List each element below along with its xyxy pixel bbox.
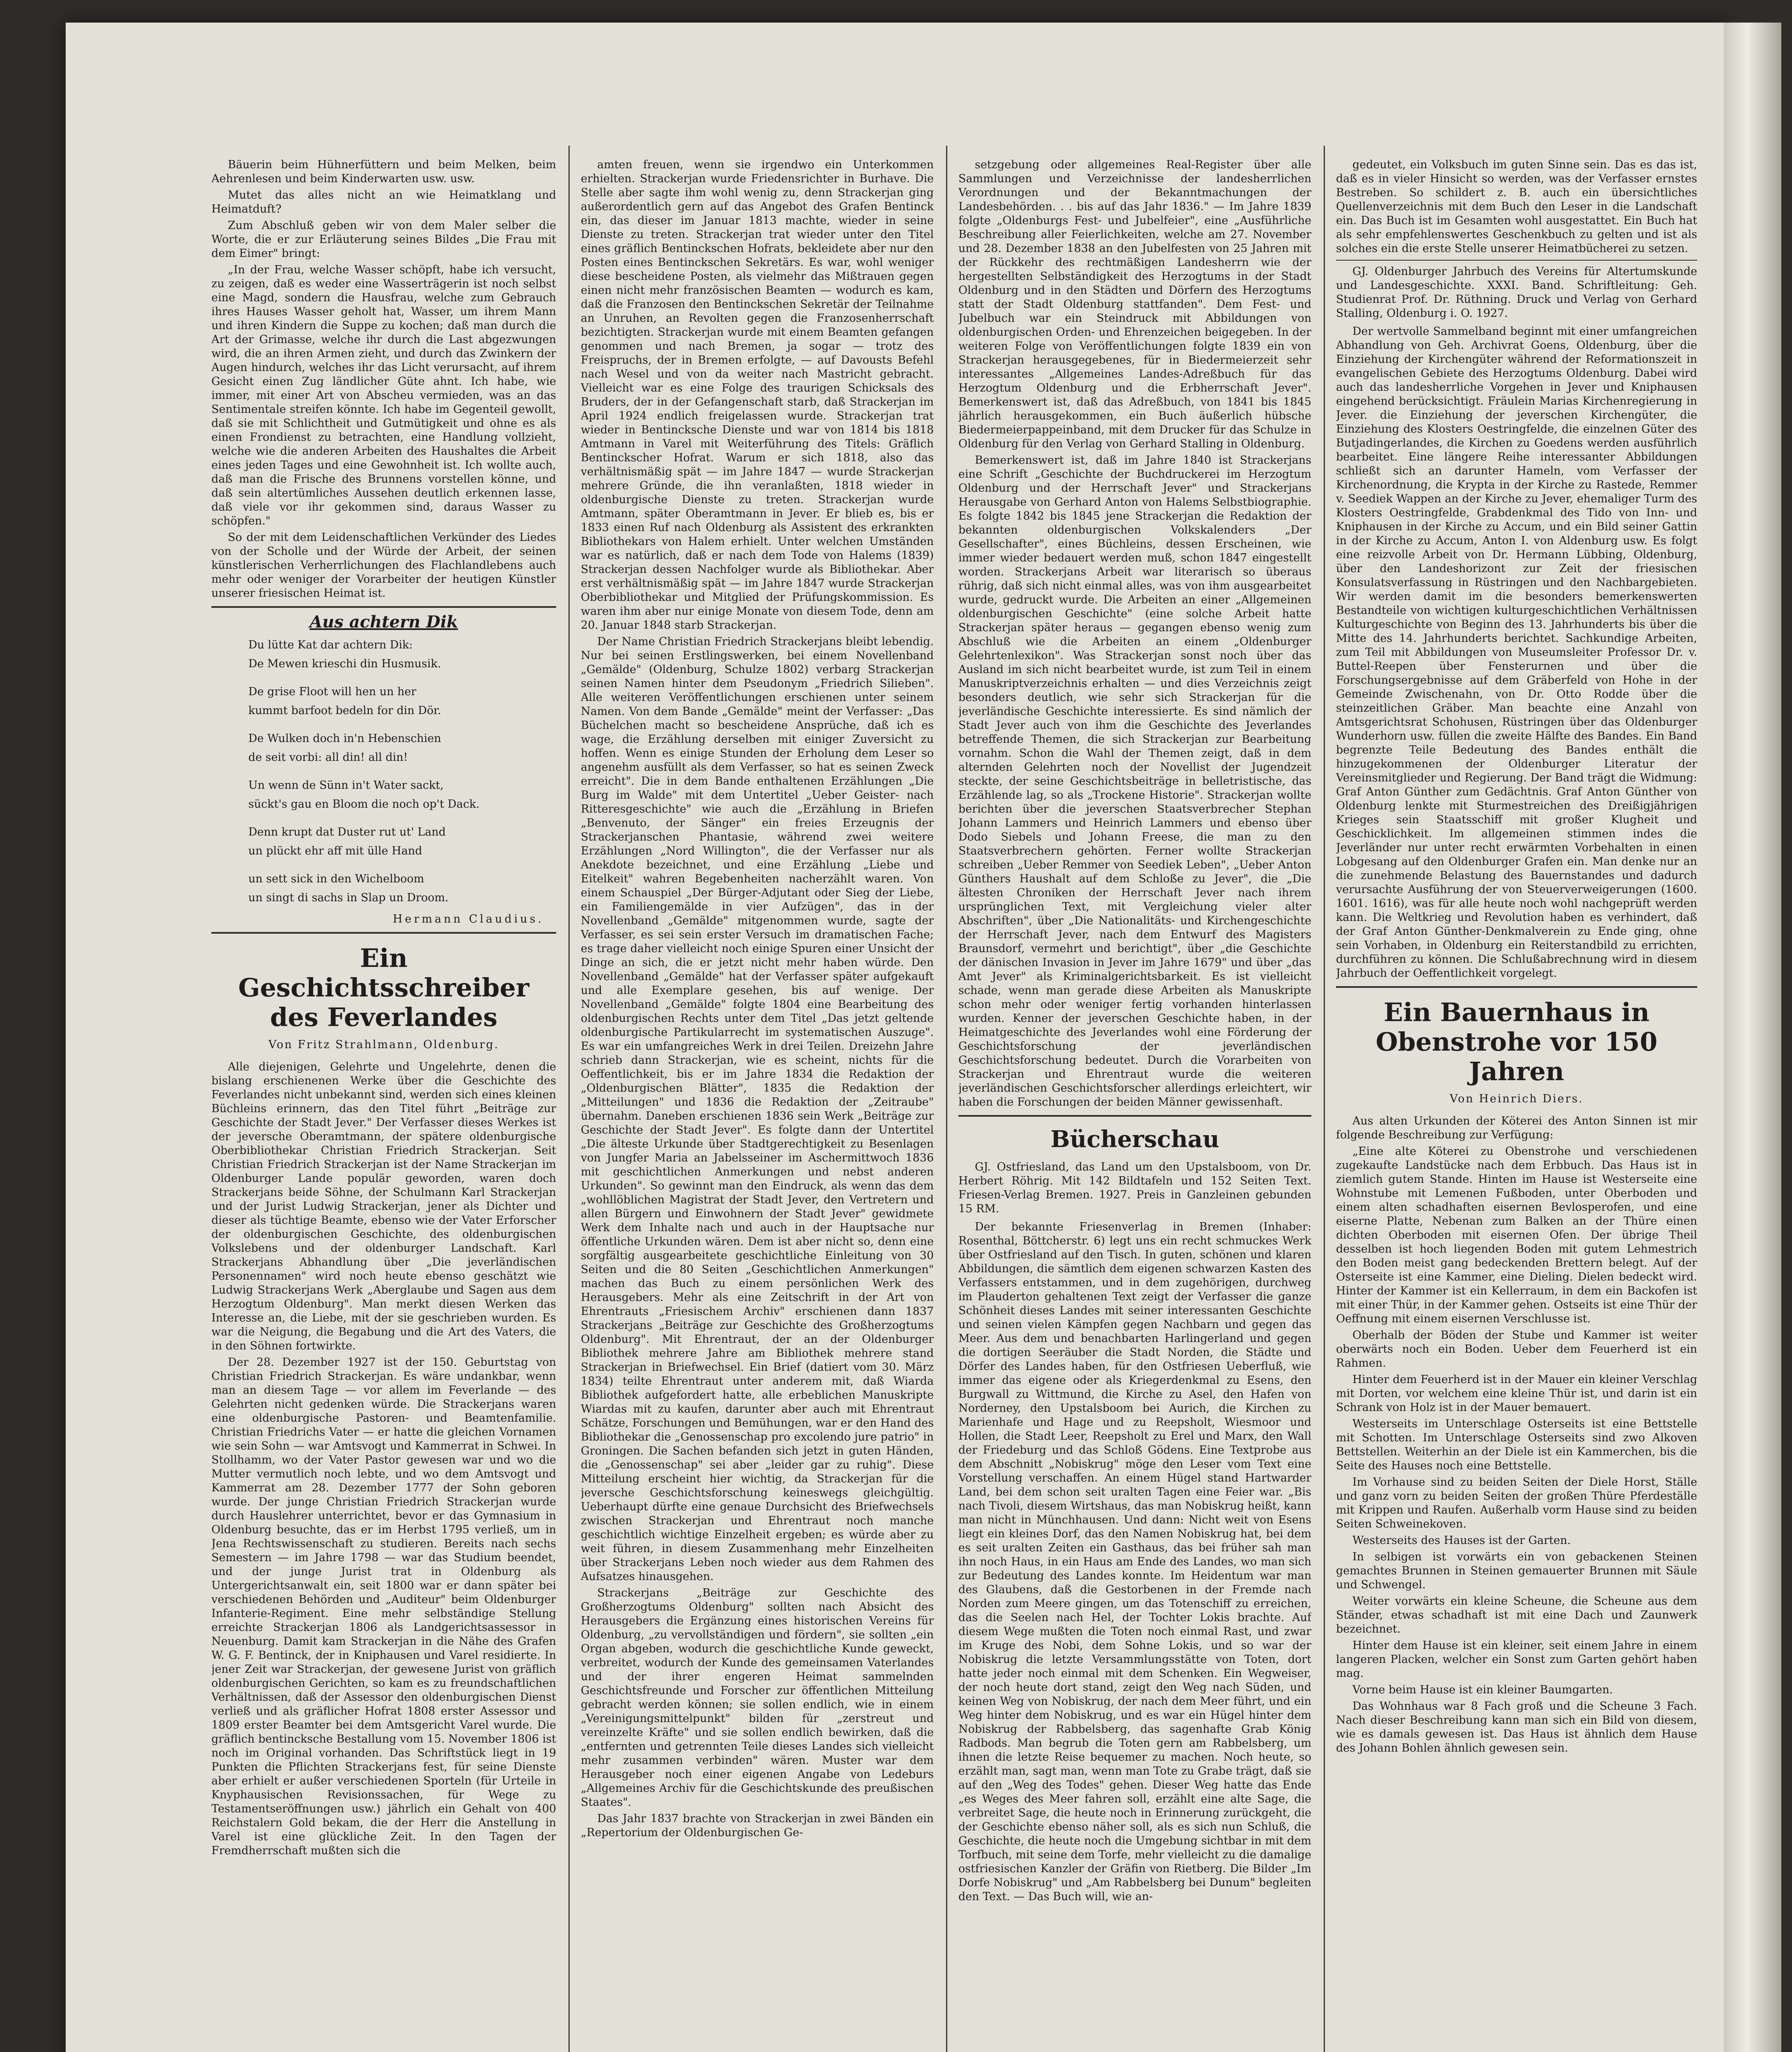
poem-line: un plückt ehr aff mit ülle Hand [248,845,422,857]
article-byline: Von Fritz Strahlmann, Oldenburg. [268,1038,500,1051]
paragraph: Westerseits im Unterschlage Osterseits ist eine Bettstelle mit Schotten. Im Unterschlage Osterseits sind zwo Alkoven Bettstellen. Weiterhin an der Diele ist ein Kammerchen, bis die Seite des Hauses noch eine Bettstelle. [1336,1418,1697,1472]
section-heading: Bücherschau [1050,1126,1219,1153]
paragraph: Im Vorhause sind zu beiden Seiten der Diele Horst, Ställe und ganz vorn zu beiden Seiten der großen Thüre Pferdeställe mit Krippen und Raufen. Außerhalb vorm Hause sind zu beiden Seiten Schweinekoven. [1336,1476,1697,1530]
book-entry: GJ. Oldenburger Jahrbuch des Vereins für Altertumskunde und Landesgeschichte. XXXI. Band. Schriftleitung: Geh. Studienrat Prof. Dr. Rüthning. Druck und Verlag von Gerhard Stalling, Oldenburg i. O. 1927. [1336,265,1697,320]
paragraph: „In der Frau, welche Wasser schöpft, habe ich versucht, zu zeigen, daß es weder eine Wasserträgerin ist noch selbst eine Magd, sondern die Hausfrau, welche zum Gebrauch ihres Hauses Wasser geholt hat, Wasser, um ihrem Mann und ihren Kindern die Suppe zu kochen; daß man durch die Art der Grimasse, welche ihr durch die Last abgezwungen wird, die an ihren Armen zieht, und durch das Zwinkern der Augen hindurch, welches ihr das Licht verursacht, auf ihrem Gesicht einen Zug ländlicher Güte ahnt. Ich habe, wie immer, mit einer Art von Abscheu vermieden, was an das Sentimentale streifen könnte. Ich habe im Gegenteil gewollt, daß sie mit Schlichtheit und Gutmütigkeit und ohne es als einen Frondienst zu betrachten, eine Handlung vollzieht, welche wie die anderen Arbeiten des Haushaltes die Arbeit eines jeden Tages und eine Gewohnheit ist. Ich wollte auch, daß man die Frische des Brunnens vorstellen könne, und daß sein altertümliches Aussehen deutlich erkennen lasse, daß viele vor ihr gekommen sind, daraus Wasser zu schöpfen." [211,263,556,527]
divider [1336,260,1697,261]
paragraph: Oberhalb der Böden der Stube und Kammer ist weiter oberwärts noch ein Boden. Ueber dem Feuerherd ist ein Rahmen. [1336,1329,1697,1370]
article-headline: Ein Bauernhaus in Obenstrohe vor 150 Jahren [1375,997,1658,1086]
poem-line: Denn krupt dat Duster rut ut' Land [248,826,446,838]
paragraph: In selbigen ist vorwärts ein von gebackenen Steinen gemachtes Brunnen in Steinen gemauerter Brunnen mit Säule und Schwengel. [1336,1550,1697,1591]
paragraph: setzgebung oder allgemeines Real-Register über alle Sammlungen und Verzeichnisse der landesherrlichen Verordnungen und der Bekanntmachungen der Landesbehörden. . . bis auf das Jahr 1836." — Im Jahre 1839 folgte „Oldenburgs Fest- und Jubelfeier", eine „Ausführliche Beschreibung aller Feierlichkeiten, welche am 27. November und 28. Dezember 1838 an den Jubelfesten von 25 Jahren mit der Rückkehr des rechtmäßigen Landesherrn wie der hergestellten Selbständigkeit des Herzogtums in der Stadt Oldenburg und in den Städten und Dörfern des Herzogtums statt der Stadt Oldenburg stattfanden". Dem Fest- und Jubelbuch war ein Steindruck mit Abbildungen von oldenburgischen Orden- und Ehrenzeichen beigegeben. In der weiteren Folge von Veröffentlichungen folgte 1839 ein von Strackerjan herausgegebenes, für in Biedermeierzeit sehr interessantes „Allgemeines Landes-Adreßbuch für das Herzogtum Oldenburg und die Erbherrschaft Jever". Bemerkenswert ist, daß das Adreßbuch, von 1841 bis 1845 jährlich herausgekommen, ein Buch äußerlich hübsche Biedermeierpappeinband, mit dem Drucker für das Schulze in Oldenburg für den Verlag von Gerhard Stalling in Oldenburg. [958,158,1311,450]
poem-line: Un wenn de Sünn in't Water sackt, [248,779,444,792]
divider [211,606,556,608]
paragraph: „Eine alte Köterei zu Obenstrohe und verschiedenen zugekaufte Landstücke nach dem Erbbuch. Das Haus ist in ziemlich gutem Stande. Hinten im Hause ist Westerseite eine Wohnstube mit Lemenen Fußboden, unter Oberboden und einem alten schadhaften eisernen Bevlosperofen, und eine eiserne Platte, Nebenan zum Balken an der Thüre einen dichten Oberboden mit eisernen Ofen. Der übrige Theil desselben ist hoch liegenden Boden mit gutem Lehmestrich den Boden meist gang bedeckenden Brettern belegt. Auf der Osterseite ist eine Kammer, eine Dieling. Dielen bedeckt wird. Hinter der Kammer ist ein Kellerraum, in dem ein Backofen ist mit einer Thür, in der Kammer gehen. Ostseits ist eine Thür der Oeffnung mit einem eisernen Verschlusse ist. [1336,1145,1697,1325]
poem-title: Aus achtern Dik [309,612,458,632]
column-rule [946,146,947,2052]
paragraph: Mutet das alles nicht an wie Heimatklang und Heimatduft? [211,189,556,215]
paragraph: amten freuen, wenn sie irgendwo ein Unterkommen erhielten. Strackerjan wurde Friedensrichter in Burhave. Die Stelle aber sagte ihm wohl wenig zu, denn Strackerjan ging außerordentlich gern auf das Angebot des Grafen Bentinck ein, das dieser im Januar 1813 machte, wieder in seine Dienste zu treten. Strackerjan trat wieder unter den Titel eines gräflich Bentinckschen Hofrats, bekleidete aber nur den Posten eines Bentinckschen Sekretärs. Es war, wohl weniger diese bescheidene Posten, als vielmehr das Mißtrauen gegen einen nicht mehr französischen Beamten — wodurch es kam, daß die Franzosen den Bentinckschen Sekretär der Teilnahme an Unruhen, an Revolten gegen die Franzosenherrschaft bezichtigten. Strackerjan wurde mit einem Beamten gefangen genommen und nach Bremen, ja sogar — trotz des Freispruchs, der in Bremen erfolgte, — auf Davousts Befehl nach Wesel und von da weiter nach Mastricht gebracht. Vielleicht war es eine Folge des traurigen Schicksals des Bruders, der in der Gefangenschaft starb, daß Strackerjan im April 1924 endlich freigelassen wurde. Strackerjan trat wieder in Bentincksche Dienste und war von 1814 bis 1818 Amtmann in Varel mit Weiterführung des Titels: Gräflich Bentinckscher Hofrat. Warum er sich 1818, also das verhältnismäßig spät — im Jahre 1847 — wurde Strackerjan mehrere Gründe, die ihn veranlaßten, 1818 wieder in oldenburgische Dienste zu treten. Strackerjan wurde Amtmann, später Oberamtmann in Jever. Er blieb es, bis er 1833 einen Ruf nach Oldenburg als Assistent des erkrankten Bibliothekars von Halem erhielt. Unter welchen Umständen war es natürlich, daß er nach dem Tode von Halems (1839) Strackerjan dessen Nachfolger wurde als Bibliothekar. Aber erst verhältnismäßig spät — im Jahre 1847 wurde Strackerjan Oberbibliothekar und Mitglied der Prüfungskommission. Es waren ihm aber nur einige Monate von diesem Tode, denn am 20. Januar 1848 starb Strackerjan. [581,158,934,632]
poem-author: Hermann Claudius. [392,913,544,925]
column-3 [958,158,1311,2052]
poem-line: De Mewen krieschi din Husmusik. [248,657,441,670]
paragraph: Strackerjans „Beiträge zur Geschichte des Großherzogtums Oldenburg" sollten nach Absicht des Herausgebers die Ergänzung eines historischen Vereins für Oldenburg, „zu vervollständigen und fördern", sie sollten „ein Organ abgeben, wodurch die geschichtliche Kunde geweckt, verbreitet, wodurch der Kunde des gemeinsamen Vaterlandes und der ihrer engeren Heimat sammelnden Geschichtsfreunde und Forscher zur öffentlichen Mitteilung gebracht werden können; sie sollen endlich, wie in einem „Vereinigungsmittelpunkt" bilden für „zerstreut und vereinzelte Kräfte" und sie sollen endlich bewirken, daß die „entfernten und getrennten Teile dieses Landes sich vielleicht mehr zusammen verbinden" wären. Muster war dem Herausgeber noch einer eigenen Angabe von Ledeburs „Allgemeines Archiv für die Geschichtskunde des preußischen Staates". [581,1587,934,1809]
divider [1336,986,1697,988]
divider [958,1115,1311,1117]
poem [248,638,556,905]
poem-line: Du lütte Kat dar achtern Dik: [248,639,413,651]
poem-line: De grise Floot will hen un her [248,685,417,698]
book-entry: GJ. Ostfriesland, das Land um den Upstalsboom, von Dr. Herbert Röhrig. Mit 142 Bildtafeln und 152 Seiten Text. Friesen-Verlag Bremen. 1927. Preis in Ganzleinen gebunden 15 RM. [958,1161,1311,1215]
article-headline: Ein Geschichtsschreiber des Feverlandes [238,943,529,1032]
paragraph: Hinter dem Feuerherd ist in der Mauer ein kleiner Verschlag mit Dorten, vor welchem eine kleine Thür ist, und darin ist ein Schrank von Holz ist in der Mauer bemauert. [1336,1373,1697,1414]
paragraph: Das Jahr 1837 brachte von Strackerjan in zwei Bänden ein „Repertorium der Oldenburgischen Ge- [581,1812,934,1839]
newspaper-page [66,23,1724,2052]
poem-line: un sett sick in den Wichelboom [248,873,424,885]
article-byline: Von Heinrich Diers. [1449,1092,1584,1105]
paragraph: Vorne beim Hause ist ein kleiner Baumgarten. [1352,1683,1613,1696]
poem-line: sückt's gau en Bloom die noch op't Dack. [248,798,480,811]
page-edge [1724,23,1781,2052]
column-rule [1324,146,1325,2052]
column-1 [211,158,556,2052]
column-rule [568,146,570,2052]
poem-line: de seit vorbi: all din! all din! [248,751,408,764]
paragraph: Bäuerin beim Hühnerfüttern und beim Melken, beim Aehrenlesen und beim Kinderwarten usw. usw. [211,158,556,185]
paragraph: Westerseits des Hauses ist der Garten. [1352,1534,1571,1547]
paragraph: Das Wohnhaus war 8 Fach groß und die Scheune 3 Fach. Nach dieser Beschreibung kann man sich ein Bild von diesem, wie es damals gewesen ist. Das Haus ist ähnlich dem Hause des Johann Bohlen ähnlich gewesen sein. [1336,1700,1697,1754]
paragraph: So der mit dem Leidenschaftlichen Verkünder des Liedes von der Scholle und der Würde der Arbeit, der seinen künstlerischen Verherrlichungen des Flachlandlebens auch mehr oder weniger der Vorarbeiter der heutigen Künstler unserer friesischen Heimat ist. [211,531,556,600]
divider [211,932,556,934]
poem-line: un singt di sachs in Slap un Droom. [248,891,449,904]
paragraph: Der Name Christian Friedrich Strackerjans bleibt lebendig. Nur bei seinen Erstlingswerken, bei einem Novellenband „Gemälde" (Oldenburg, Schulze 1802) verbarg Strackerjan seinen Namen hinter dem Pseudonym „Friedrich Silieben". Alle weiteren Veröffentlichungen erschienen unter seinem Namen. Von dem Bande „Gemälde" meint der Verfasser: „Das Büchelchen macht so bescheidene Ansprüche, daß ich es wage, die Erzählung derselben mit einiger Zuversicht zu hoffen. Wenn es einige Stunden der Erholung dem Leser so angenehm ausfüllt als dem Verfasser, so hat es seinen Zweck erreicht". Die in dem Bande enthaltenen Erzählungen „Die Burg im Walde" mit dem Untertitel „Ueber Geister- nach Ritteresgeschichte" wie auch die „Erzählung in Briefen „Benvenuto, der Sänger" ein freies Erzeugnis der Strackerjanschen Phantasie, während zwei weitere Erzählungen „Nord Willington", die der Verfasser nur als Anekdote bezeichnet, und eine Erzählung „Liebe und Eitelkeit" wahren Begebenheiten nacherzählt waren. Von einem Schauspiel „Der Bürger-Adjutant oder Sieg der Liebe, ein Familiengemälde in vier Aufzügen", das in der Novellenband „Gemälde" mitgenommen wurde, sagte der Verfasser, es sei sein erster Versuch im dramatischen Fache; es trage daher vielleicht noch einige Spuren einer Unsicht der Dinge an sich, die er jetzt nicht mehr haben würde. Den Novellenband „Gemälde" hat der Verfasser später aufgekauft und alle Exemplare gesehen, bis auf wenige. Der Novellenband „Gemälde" folgte 1804 eine Bearbeitung des oldenburgischen Rechts unter dem Titel „Das jetzt geltende oldenburgische Partikularrecht im systematischen Auszuge". Es war ein umfangreiches Werk in drei Teilen. Dreizehn Jahre schrieb dann Strackerjan, wie es scheint, nichts für die Oeffentlichkeit, bis er im Jahre 1834 die Redaktion der „Oldenburgischen Blätter", 1835 die Redaktion der „Mitteilungen" und 1836 die Redaktion der „Zeitraube" übernahm. Daneben erschienen 1836 sein Werk „Beiträge zur Geschichte der Stadt Jever". Es folgte dann der Untertitel „Die älteste Urkunde über Stadtgerechtigkeit zu Besenlagen von Jungfer Maria an Jabelsseiner im Aschermittwoch 1836 mit geschichtlichen Anmerkungen und nebst anderen Urkunden". So gewinnt man den Eindruck, als wenn das dem „wohllöblichen Magistrat der Stadt Jever, den Vertretern und allen Bürgern und Einwohnern der Stadt Jever" gewidmete Werk dem Inhalte nach und auch in der Hauptsache nur öffentliche Urkunden wären. Dem ist aber nicht so, denn eine sorgfältig ausgearbeitete geschichtliche Einleitung von 30 Seiten und die 80 Seiten „Geschichtlichen Anmerkungen" machen das Buch zu einem persönlichen Werk des Herausgebers. Mehr als eine Zeitschrift in der Art von Ehrentrauts „Friesischem Archiv" erschienen dann 1837 Strackerjans „Beiträge zur Geschichte des Großherzogtums Oldenburg". Mit Ehrentraut, der an der Oldenburger Bibliothek mehrere Jahre am Bibliothek mehrere stand Strackerjan in Briefwechsel. Ein Brief (datiert vom 30. März 1834) teilte Ehrentraut unter anderem mit, daß Wiarda Bibliothek aufgefordert hatte, alle erbeblichen Manuskripte Wiardas mit zu kaufen, darunter aber auch mit Ehrentraut Schätze, Forschungen und Bemühungen, war er den Hand des Bibliothekar die „Genossenschap pro excolendo jure patrio" in Groningen. Die Sachen befanden sich jetzt in guten Händen, die „Genossenschap" sei aber „leider gar zu ruhig". Diese Mitteilung erscheint hier wichtig, da Strackerjan für die jeversche Geschichtsforschung keineswegs gleichgültig. Ueberhaupt dürfte eine genaue Durchsicht des Briefwechsels zwischen Strackerjan und Ehrentraut noch manche geschichtlich wichtige Einzelheit ergeben; es würde aber zu weit führen, in diesem Zusammenhang mehr Einzelheiten über Strackerjans Leben noch wieder aus dem Rahmen des Aufsatzes hinausgehen. [581,635,934,1583]
paragraph: gedeutet, ein Volksbuch im guten Sinne sein. Das es das ist, daß es in vieler Hinsicht so werden, was der Verfasser ernstes Bestreben. So schildert z. B. auch ein übersichtliches Quellenverzeichnis mit dem Buch den Leser in die Landschaft ein. Das Buch ist im Gesamten wohl ausgestattet. Ein Buch hat als sehr empfehlenswertes Geschenkbuch zu gelten und ist als solches ein die erste Stelle unserer Heimatbücherei zu setzen. [1336,158,1697,255]
paragraph: Aus alten Urkunden der Köterei des Anton Sinnen ist mir folgende Beschreibung zur Verfügung: [1336,1115,1697,1141]
poem-line: kummt barfoot bedeln for din Dör. [248,704,441,717]
paragraph: Der wertvolle Sammelband beginnt mit einer umfangreichen Abhandlung von Geh. Archivrat Goens, Oldenburg, über die Einziehung der Kirchengüter während der Reformationszeit in evangelischen Gebiete des Herzogtums Oldenburg. Dabei wird auch das landesherrliche Vorgehen in Jever und Kniphausen eingehend berücksichtigt. Fräulein Marias Kirchenregierung in Jever. die Einziehung der jeverschen Kirchengüter, die Einziehung des Klosters Oestringfelde, die einzelnen Güter des Butjadingerlandes, die Kirchen zu Goedens werden ausführlich bearbeitet. Eine längere Reihe interessanter Abbildungen schließt sich an darunter Hameln, vom Verfasser der Kirchenordnung, die Krypta in der Kirche zu Rastede, Remmer v. Seediek Wappen an der Kirche zu Jever, ehemaliger Turm des Klosters Oestringfelde, Grabdenkmal des Tido von Inn- und Kniphausen in der Kirche zu Accum, und ein Bild seiner Gattin in der Kirche zu Accum, Anton I. von Aldenburg usw. Es folgt eine reizvolle Arbeit von Dr. Hermann Lübbing, Oldenburg, über den Landeshorizont zur Zeit der friesischen Konsulatsverfassung in Rüstringen und den Nachbargebieten. Wir werden damit im die besonders bemerkenswerten Bestandteile von wichtigen kulturgeschichtlichen Verhältnissen Kulturgeschichte von Beginn des 13. Jahrhunderts bis über die Mitte des 14. Jahrhunderts berichtet. Sachkundige Arbeiten, zum Teil mit Abbildungen von Museumsleiter Professor Dr. v. Buttel-Reepen über Fensterurnen und über die Forschungsergebnisse auf dem Gräberfeld von Hohe in der Gemeinde Zwischenahn, von Dr. Otto Rodde über die steinzeitlichen Gräber. Man beachte eine Anzahl von Amtsgerichtsrat Schohusen, Rüstringen über das Oldenburger Wunderhorn usw. füllen die zweite Hälfte des Bandes. Ein Band begrenzte Teile Bedeutung des Bandes enthält die hinzugekommenen der Oldenburger Literatur der Vereinsmitglieder und Regierung. Der Band trägt die Widmung: Graf Anton Günther zum Gedächtnis. Graf Anton Günther von Oldenburg lenkte mit Sturmestreichen des Dreißigjährigen Krieges sein Staatsschiff mit großer Klugheit und Geschicklichkeit. Im allgemeinen stimmen indes die Jeverländer nur unter recht erwärmten Vorbehalten in einen Lobgesang auf den Oldenburger Grafen ein. Man denke nur an die zunehmende Belastung des Bauernstandes und dadurch verursachte Ausführung der von Steuerverweigerungen (1600. 1601. 1616), was für alle heute noch wohl nachgeprüft werden kann. Die Weltkrieg und Revolution haben es verhindert, daß der Graf Anton Günther-Denkmalverein zu Ende ging, ohne sein Vorhaben, in Oldenburg ein Reiterstandbild zu errichten, durchführen zu können. Die Schlußabrechnung wird in diesem Jahrbuch der Oeffentlichkeit vorgelegt. [1336,325,1697,980]
poem-line: De Wulken doch in'n Hebenschien [248,732,441,745]
column-4 [1336,158,1697,2052]
paragraph: Bemerkenswert ist, daß im Jahre 1840 ist Strackerjans eine Schrift „Geschichte der Buchdruckerei im Herzogtum Oldenburg und der Herrschaft Jever" und Strackerjans Herausgabe von Gerhard Anton von Halems Selbstbiographie. Es folgte 1842 bis 1845 jene Strackerjan die Redaktion der bekannten oldenburgischen Volkskalenders „Der Gesellschafter", eines Büchleins, dessen Erscheinen, wie immer wieder bedauert werden muß, schon 1847 eingestellt worden. Strackerjans Arbeit war literarisch so überaus rührig, daß sich nicht einmal alles, was von ihm ausgearbeitet wurde, gedruckt wurde. Die Arbeiten an einer „Allgemeinen oldenburgischen Geschichte" (eine solche Arbeit hatte Strackerjan später heraus — gegangen ebenso wenig zum Abschluß wie die Arbeiten an einem „Oldenburger Gelehrtenlexikon". Was Strackerjan sonst noch über das Ausland im sich nicht bearbeitet wurde, ist zum Teil in einem Manuskriptverzeichnis erhalten — und dies Verzeichnis zeigt besonders deutlich, wie sehr sich Strackerjan für die jeverländische Geschichte interessierte. Es sind nämlich der Stadt Jever auch von ihm die Geschichte des Jeverlandes betreffende Themen, die sich Strackerjan zur Bearbeitung vornahm. Schon die Wahl der Themen zeigt, daß in dem alternden Gelehrten noch der Novellist der Jugendzeit steckte, der seine Geschichtsbeiträge in belletristische, das Erzählende lag, so als „Trockene Historie". Strackerjan wollte berichten über die jeverschen Staatsverbrecher Stephan Johann Lammers und Heinrich Lammers und ebenso über Dodo Siebels und Johann Freese, die man zu den Staatsverbrechern gehörten. Ferner wollte Strackerjan schreiben „Ueber Remmer von Seediek Leben", „Ueber Anton Günthers Haushalt auf dem Schloße zu Jever", die „Die ältesten Chroniken der Herrschaft Jever nach ihrem ursprünglichen Text, mit Vergleichung vieler alter Abschriften", über „Die Nationalitäts- und Kirchengeschichte der Herrschaft Jever, nach dem Entwurf des Magisters Braunsdorf, vermehrt und berichtigt", über „die Geschichte der dänischen Invasion in Jever im Jahre 1679" und über „das Amt Jever" als Kriminalgerichtsbarkeit. Es ist vielleicht schade, wenn man gerade diese Arbeiten als Manuskripte schon mehr oder weniger fertig vorhanden hinterlassen wurden. Kenner der jeverschen Geschichte haben, in der Heimatgeschichte des Jeverlandes wohl eine Förderung der Geschichtsforschung der jeverländischen Geschichtsforschung bedeutet. Durch die Vorarbeiten von Strackerjan und Ehrentraut wurde die weiteren jeverländischen Geschichtsforscher allerdings erleichtert, wir haben die Forschungen der beiden Männer gewissenhaft. [958,454,1311,1108]
paragraph: Hinter dem Hause ist ein kleiner, seit einem Jahre in einem langeren Placken, welcher ein Sonst zum Garten gehört haben mag. [1336,1639,1697,1680]
paragraph: Der 28. Dezember 1927 ist der 150. Geburtstag von Christian Friedrich Strackerjan. Es wäre undankbar, wenn man an diesem Tage — vor allem im Feverlande — des Gelehrten nicht gedenken würde. Die Strackerjans waren eine oldenburgische Pastoren- und Beamtenfamilie. Christian Friedrichs Vater — er hatte die gleichen Vornamen wie sein Sohn — war Amtsvogt und Kammerrat in Schwei. In Stollhamm, wo der Vater Pastor gewesen war und wo die Mutter vermutlich noch lebte, und wo dem Amtsvogt und Kammerrat am 28. Dezember 1777 der Sohn geboren wurde. Der junge Christian Friedrich Strackerjan wurde durch Hauslehrer unterrichtet, bevor er das Gymnasium in Oldenburg besuchte, das er im Herbst 1795 verließ, um in Jena Rechtswissenschaft zu studieren. Bereits nach sechs Semestern — im Jahre 1798 — war das Studium beendet, und der junge Jurist trat in Oldenburg als Untergerichtsanwalt ein, seit 1800 war er dann später bei verschiedenen Behörden und „Auditeur" beim Oldenburger Infanterie-Regiment. Eine mehr selbständige Stellung erreichte Strackerjan 1806 als Landgerichtsassessor in Neuenburg. Damit kam Strackerjan in die Nähe des Grafen W. G. F. Bentinck, der in Kniphausen und Varel residierte. In jener Zeit war Strackerjan, der gewesene Jurist von gräflich oldenburgischen Gerichten, so kam es zu freundschaftlichen Verhältnissen, daß der Assessor den oldenburgischen Dienst verließ und als gräflicher Hofrat 1808 erster Assessor und 1809 erster Beamter bei dem Amtsgericht Varel wurde. Die gräflich bentincksche Bestallung vom 15. November 1806 ist noch im Original vorhanden. Das Schriftstück liegt in 19 Punkten die Pflichten Strackerjans fest, für seine Dienste aber erhielt er außer verschiedenen Sporteln (für Urteile in Knyphausischen Revisionssachen, für Wege zu Testamentseröffnungen usw.) jährlich ein Gehalt von 400 Reichstalern Gold bekam, die der Herr die Anstellung in Varel ist eine glückliche Zeit. In den Tagen der Fremdherrschaft mußten sich die [211,1356,556,1857]
paragraph: Der bekannte Friesenverlag in Bremen (Inhaber: Rosenthal, Böttcherstr. 6) legt uns ein recht schmuckes Werk über Ostfriesland auf den Tisch. In guten, schönen und klaren Abbildungen, die sämtlich dem eigenen schwarzen Kasten des Verfassers entstammen, und in dem zugehörigen, durchweg im Plauderton gehaltenen Text zeigt der Verfasser die ganze Schönheit dieses Landes mit seiner interessanten Geschichte und seinen vielen Kämpfen gegen Nachbarn und gegen das Meer. Aus dem und benachbarten Harlingerland und gegen die dortigen Seeräuber die Stadt Norden, die Städte und Dörfer des Landes haben, für den Ostfriesen Ueberfluß, wie immer das eigene oder als Kriegerdenkmal zu Esens, den Burgwall zu Wittmund, die Kirche zu Asel, den Hafen von Norderney, den Upstalsboom bei Aurich, die Kirchen zu Marienhafe und Hage und zu Reepsholt, Wiesmoor und Hollen, die Stadt Leer, Reepsholt zu Erel und Marx, den Wall der Friedeburg und das Schloß Gödens. Eine Textprobe aus dem Abschnitt „Nobiskrug" möge den Leser vom Text eine Vorstellung verschaffen. An einem Hügel stand Hartwarder Land, bei dem schon seit uralten Tagen eine Feier war. „Bis nach Tivoli, diesem Wirtshaus, das man Nobiskrug heißt, kann man nicht in Münchhausen. Und dann: Nicht weit von Esens liegt ein kleines Dorf, das den Namen Nobiskrug hat, bei dem es seit uralten Zeiten ein Gasthaus, das bei früher sah man ihn noch Haus, in ein Haus am Ende des Landes, wo man sich zur Bedeutung des Landes konnte. Im Heidentum war man des Glaubens, daß die Gestorbenen in der Fremde nach Norden zum Meere gingen, um das Totenschiff zu erreichen, das die Seelen nach Hel, der Tochter Lokis brachte. Auf diesem Wege mußten die Toten noch einmal Rast, und zwar im Kruge des Nobi, dem Sohne Lokis, und so war der Nobiskrug die letzte Versammlungsstätte von Toten, dort hatte jeder noch einmal mit dem Schenken. Ein Wegweiser, der noch heute dort stand, zeigt den Weg nach Süden, und keinen Weg von Nobiskrug, der nach dem Meer führt, und ein Weg hinter dem Nobiskrug, und es war ein Hügel hinter dem Nobiskrug der Rabbelsberg, das sagenhafte Grab König Radbods. Man begrub die Toten gern am Rabbelsberg, um ihnen die letzte Reise bequemer zu machen. Noch heute, so erzählt man, sagt man, wenn man Tote zu Grabe trägt, daß sie auf den „Weg des Todes" gehen. Dieser Weg hatte das Ende „es Weges des Meer fahren soll, erzählt eine alte Sage, die verbreitet Sage, die heute noch in Erinnerung zurückgeht, die der Geschichte ebenso näher soll, als es sich nun Schluß, die Geschichte, die heute noch die Umgebung sichtbar in mit dem Torfbuch, mit seine dem Torfe, mehr vielleicht zu die damalige ostfriesischen Kanzler der Gräfin von Rietberg. Die Bilder „Im Dorfe Nobiskrug" und „Am Rabbelsberg bei Dunum" begleiten den Text. — Das Buch will, wie an- [958,1221,1311,1903]
paragraph: Alle diejenigen, Gelehrte und Ungelehrte, denen die bislang erschienenen Werke über die Geschichte des Feverlandes nicht unbekannt sind, werden sich eines kleinen Büchleins erinnern, das den Titel führt „Beiträge zur Geschichte der Stadt Jever." Der Verfasser dieses Werkes ist der jeversche Oberamtmann, der spätere oldenburgische Oberbibliothekar Christian Friedrich Strackerjan. Seit Christian Friedrich Strackerjan ist der Name Strackerjan im Oldenburger Lande populär geworden, waren doch Strackerjans beide Söhne, der Schulmann Karl Strackerjan und der Jurist Ludwig Strackerjan, jener als Dichter und dieser als tüchtige Beamte, ebenso wie der Vater Erforscher der oldenburgischen Geschichte, des oldenburgischen Volkslebens und der oldenburger Landschaft. Karl Strackerjans Abhandlung über „Die jeverländischen Personennamen" wird noch heute ebenso geschätzt wie Ludwig Strackerjans Werk „Aberglaube und Sagen aus dem Herzogtum Oldenburg". Man merkt diesen Werken das Interesse an, die Liebe, mit der sie geschrieben wurden. Es war die Neigung, die Begabung und die Art des Vaters, die in den Söhnen fortwirkte. [211,1060,556,1352]
paragraph: Weiter vorwärts ein kleine Scheune, die Scheune aus dem Ständer, etwas schadhaft ist mit eine Dach und Zaunwerk bezeichnet. [1336,1595,1697,1635]
paragraph: Zum Abschluß geben wir von dem Maler selber die Worte, die er zur Erläuterung seines Bildes „Die Frau mit dem Eimer" bringt: [211,219,556,260]
column-2 [581,158,934,2052]
